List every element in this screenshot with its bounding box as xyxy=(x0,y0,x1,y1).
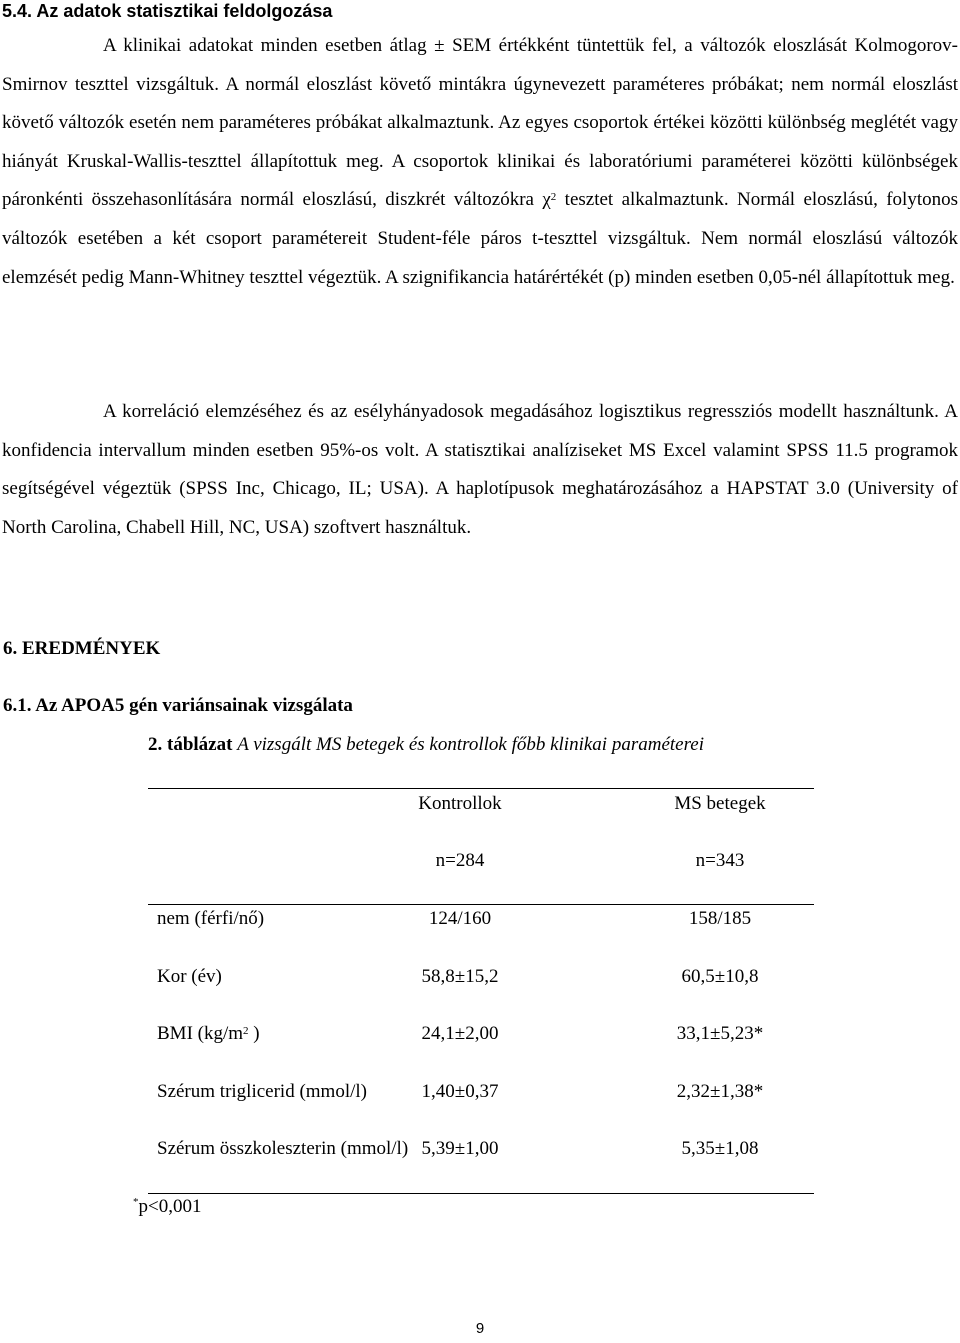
header-controls: Kontrollok xyxy=(418,793,502,814)
count-ms-patients: n=343 xyxy=(695,850,745,871)
row-value-ms: 33,1±5,23* xyxy=(676,1023,764,1044)
row-label xyxy=(157,1137,408,1161)
row-label-text: BMI (kg/m xyxy=(157,1023,244,1044)
row-label-text-after: ) xyxy=(248,1023,260,1044)
row-value-controls: 24,1±2,00 xyxy=(421,1023,499,1044)
row-label xyxy=(157,1080,367,1104)
row-value-ms: 158/185 xyxy=(688,908,752,929)
table-top-rule xyxy=(148,788,814,789)
row-value-controls: 5,39±1,00 xyxy=(421,1138,499,1159)
table-bottom-rule xyxy=(148,1193,814,1194)
footnote-text: p<0,001 xyxy=(138,1196,202,1217)
footnote-mark: * xyxy=(133,1196,139,1208)
row-label-text: Szérum triglicerid (mmol/l) xyxy=(157,1081,368,1102)
subsection-heading: 6.1. Az APOA5 gén variánsainak vizsgálata xyxy=(3,695,353,716)
row-label-text: Kor (év) xyxy=(157,966,222,987)
paragraph-statistics xyxy=(2,27,958,297)
row-value-controls: 124/160 xyxy=(428,908,492,929)
table-footnote xyxy=(133,1195,201,1219)
row-value-ms: 5,35±1,08 xyxy=(681,1138,759,1159)
page-number: 9 xyxy=(475,1320,485,1337)
row-label-superscript: 2 xyxy=(243,1025,249,1037)
row-value-controls: 58,8±15,2 xyxy=(421,966,499,987)
paragraph-regression-text: A korreláció elemzéséhez és az esélyhányadosok megadásához logisztikus regressziós modellt használtunk. A konfidencia intervallum minden esetben 95%-os volt. A statisztikai analíziseket MS Excel valamint SPSS 11.5 programok segítségével végeztük (SPSS Inc, Chicago, IL; USA). A haplotípusok meghatározásához a HAPSTAT 3.0 (University of North Carolina, Chabell Hill, NC, USA) szoftvert használtuk. xyxy=(2,401,958,538)
row-value-ms: 60,5±10,8 xyxy=(681,966,759,987)
count-controls: n=284 xyxy=(435,850,485,871)
paragraph-regression xyxy=(2,393,958,547)
row-label xyxy=(157,907,264,931)
row-label-text: nem (férfi/nő) xyxy=(157,908,265,929)
chi-square-superscript: 2 xyxy=(550,191,557,204)
row-label xyxy=(157,965,222,989)
row-value-controls: 1,40±0,37 xyxy=(421,1081,499,1102)
clinical-parameters-table xyxy=(148,788,814,1198)
header-ms-patients: MS betegek xyxy=(674,793,766,814)
row-label xyxy=(157,1022,260,1046)
table-caption xyxy=(148,733,704,757)
paragraph-statistics-text: A klinikai adatokat minden esetben átlag ± SEM értékként tüntettük fel, a változók eloszlását Kolmogorov-Smirnov teszttel vizsgáltuk. A normál eloszlást követő mintákra úgynevezett paraméteres próbákat; nem normál eloszlást követő változók esetén nem paraméteres próbákat alkalmaztunk. Az egyes csoportok értékei közötti különbség meglétét vagy hiányát Kruskal-Wallis-teszttel állapítottuk meg. A csoportok klinikai és laboratóriumi paraméterei közötti különbségek páronkénti összehasonlítására normál eloszlású, diszkrét változókra χ xyxy=(2,35,958,211)
paragraph-statistics-text-cont: tesztet alkalmaztunk. Normál eloszlású, folytonos változók esetében a két csoport paramétereit Student-féle páros t-teszttel vizsgáltuk. Nem normál eloszlású változók elemzését pedig Mann-Whitney teszttel végeztük. A szignifikancia határértékét (p) minden esetben 0,05-nél állapítottuk meg. xyxy=(2,189,958,288)
row-label-text: Szérum összkoleszterin (mmol/l) xyxy=(157,1138,409,1159)
section-heading: 5.4. Az adatok statisztikai feldolgozása xyxy=(2,1,333,21)
table-caption-label: 2. táblázat xyxy=(148,734,233,755)
table-caption-text: A vizsgált MS betegek és kontrollok főbb klinikai paraméterei xyxy=(237,734,704,755)
results-heading: 6. EREDMÉNYEK xyxy=(3,638,161,659)
row-value-ms: 2,32±1,38* xyxy=(676,1081,764,1102)
table-header-rule xyxy=(148,904,814,905)
